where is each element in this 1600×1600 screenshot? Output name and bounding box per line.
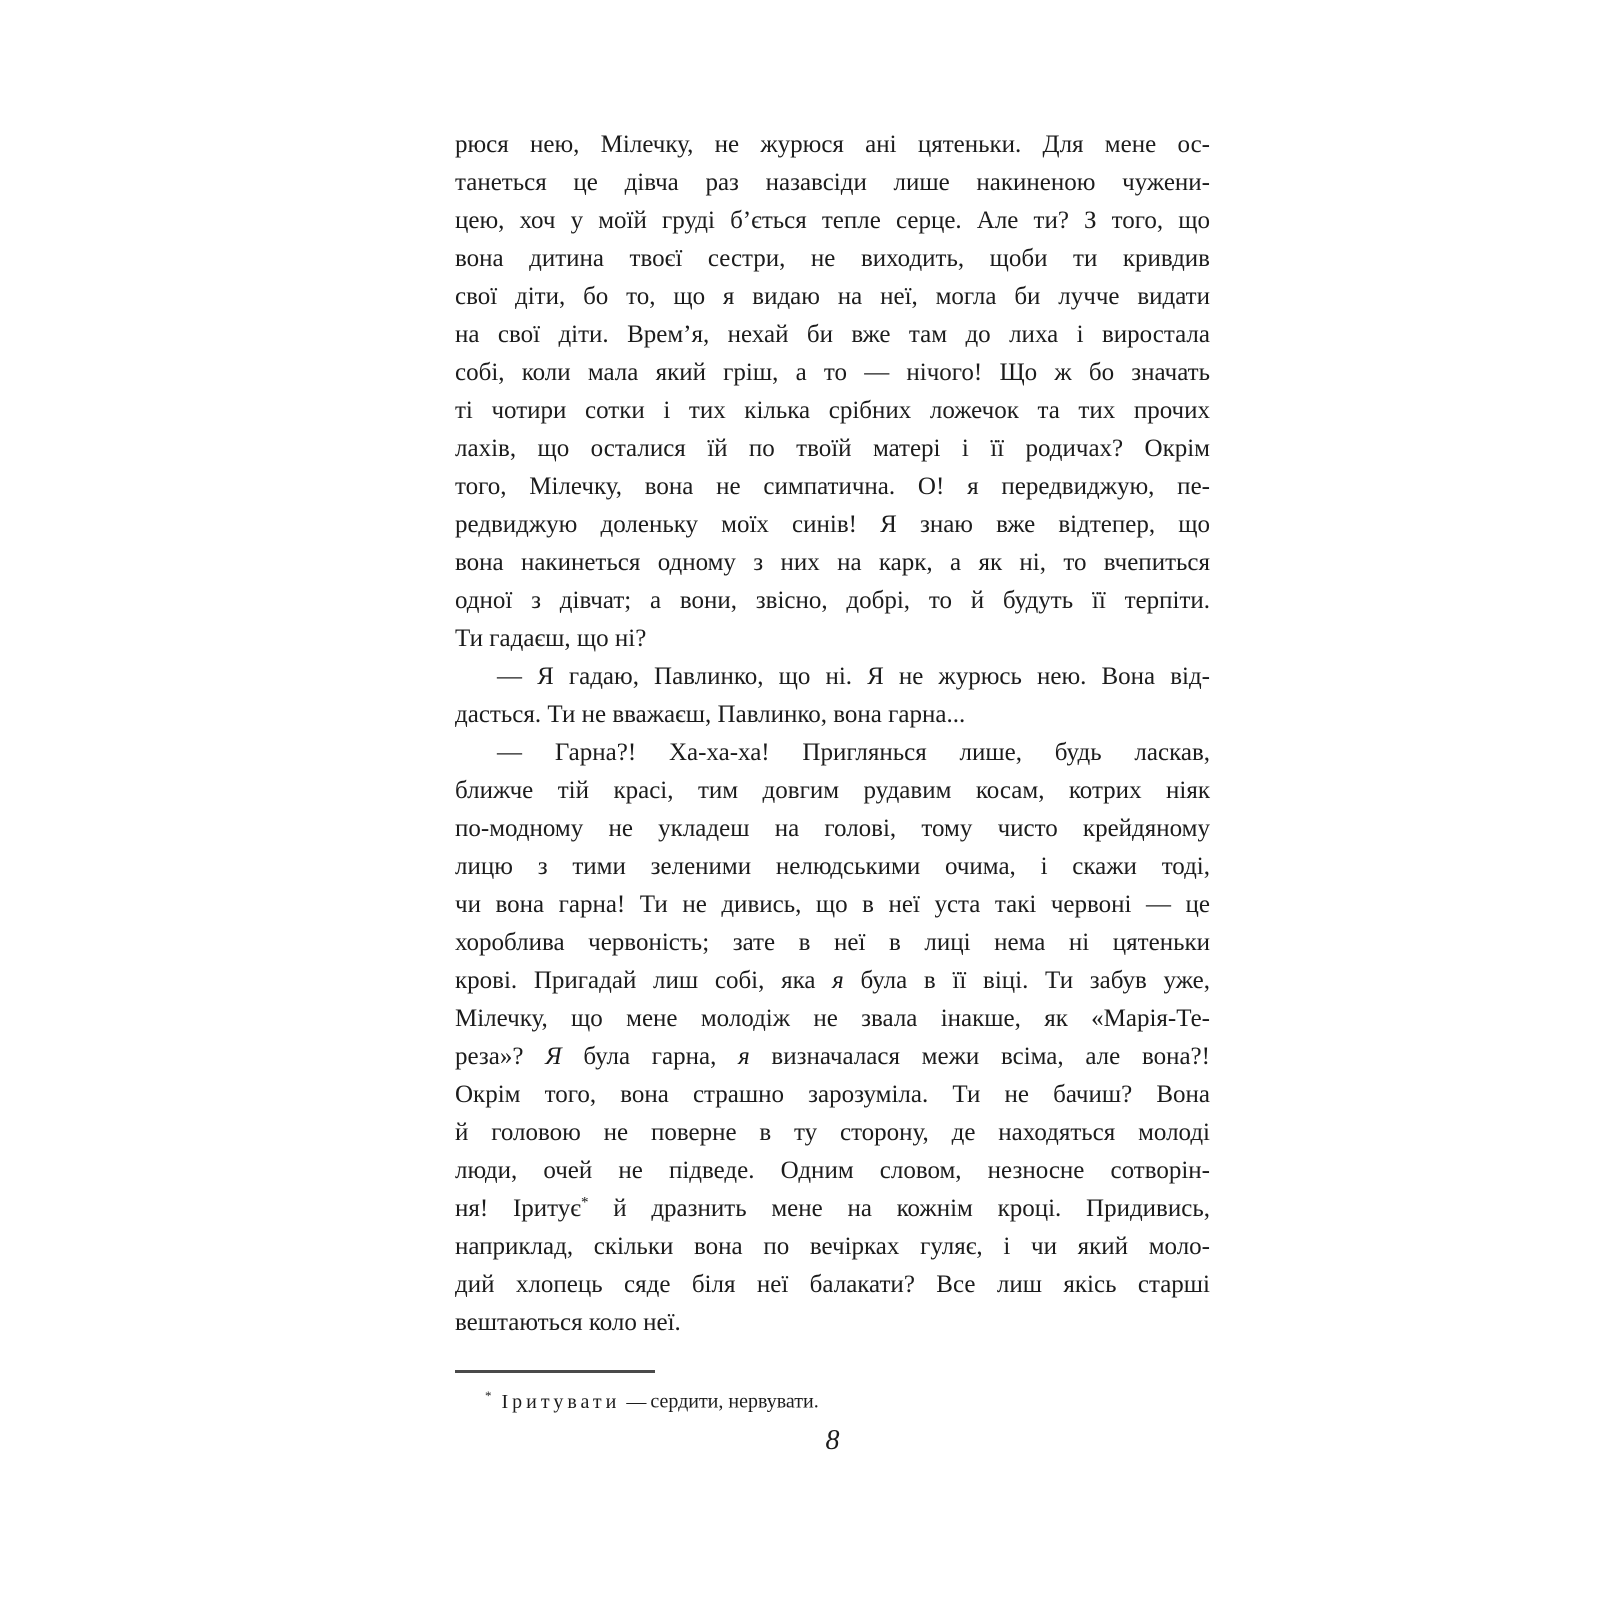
text-line: ті чотири сотки і тих кілька срібних ложечок та тих прочих — [455, 397, 1210, 424]
paragraph — [455, 126, 1210, 658]
text-line: того, Мілечку, вона не симпатична. О! я передвиджую, пе- — [455, 473, 1210, 500]
paragraph — [455, 658, 1210, 734]
text-line: дий хлопець сяде біля неї балакати? Все лиш якісь старші — [455, 1271, 1210, 1298]
footnote-rule — [455, 1370, 655, 1373]
footnote — [455, 1381, 1210, 1417]
text-line: — Гарна?! Ха-ха-ха! Приглянься лише, будь ласкав, — [497, 739, 1210, 766]
text-line: крові. Пригадай лиш собі, яка я була в її віці. Ти забув уже, — [455, 967, 1210, 994]
footnote-separator: — — [626, 1390, 647, 1413]
text-line: Окрім того, вона страшно зарозуміла. Ти не бачиш? Вона — [455, 1081, 1210, 1108]
text-line: наприклад, скільки вона по вечірках гуляє, і чи який моло- — [455, 1233, 1210, 1260]
text-line: по-модному не укладеш на голові, тому чисто крейдяному — [455, 815, 1210, 842]
text-line: одної з дівчат; а вони, звісно, добрі, то й будуть її терпіти. — [455, 587, 1210, 614]
text-line: ближче тій красі, тим довгим рудавим косам, котрих ніяк — [455, 777, 1210, 804]
text-line: Мілечку, що мене молодіж не звала інакше, як «Марія-Те- — [455, 1005, 1210, 1032]
text-line: лицю з тими зеленими нелюдськими очима, і скажи тоді, — [455, 853, 1210, 880]
text-line: хороблива червоність; зате в неї в лиці нема ні цятеньки — [455, 929, 1210, 956]
text-line: танеться це дівча раз назавсіди лише накиненою чужени- — [455, 169, 1210, 196]
footnote-term: Іритувати — [501, 1390, 621, 1413]
footnote-definition: сердити, нервувати. — [650, 1390, 819, 1413]
text-line: на свої діти. Врем’я, нехай би вже там до лиха і виростала — [455, 321, 1210, 348]
text-line: вештаються коло неї. — [455, 1309, 681, 1336]
text-line: реза»? Я була гарна, я визначалася межи всіма, але вона?! — [455, 1043, 1210, 1070]
footnote-text — [455, 1381, 1210, 1417]
page-number: 8 — [825, 1425, 840, 1456]
text-line: — Я гадаю, Павлинко, що ні. Я не журюсь нею. Вона від- — [497, 663, 1210, 690]
text-line: Ти гадаєш, що ні? — [455, 625, 647, 652]
text-line: лахів, що осталися їй по твоїй матері і її родичах? Окрім — [455, 435, 1210, 462]
body-text — [455, 126, 1210, 1342]
text-line: цею, хоч у моїй груді б’ється тепле серце. Але ти? З того, що — [455, 207, 1210, 234]
text-line: ня! Іритує* й дразнить мене на кожнім кроці. Придивись, — [455, 1194, 1210, 1222]
text-line: вона дитина твоєї сестри, не виходить, щоби ти кривдив — [455, 245, 1210, 272]
text-line: люди, очей не підведе. Одним словом, незносне сотворін- — [455, 1157, 1210, 1184]
text-line: свої діти, бо то, що я видаю на неї, могла би лучче видати — [455, 283, 1210, 310]
text-line: дасться. Ти не вважаєш, Павлинко, вона гарна... — [455, 701, 966, 728]
paragraph — [455, 734, 1210, 1342]
text-line: вона накинеться одному з них на карк, а як ні, то вчепиться — [455, 549, 1210, 576]
text-line: собі, коли мала який гріш, а то — нічого! Що ж бо значать — [455, 359, 1210, 386]
text-line: редвиджую доленьку моїх синів! Я знаю вже відтепер, що — [455, 511, 1210, 538]
text-line: чи вона гарна! Ти не дивись, що в неї уста такі червоні — це — [455, 891, 1210, 918]
text-line: рюся нею, Мілечку, не журюся ані цятеньки. Для мене ос- — [455, 131, 1210, 158]
text-line: й головою не поверне в ту сторону, де находяться молоді — [455, 1119, 1210, 1146]
footnote-marker-icon: * — [485, 1388, 492, 1403]
